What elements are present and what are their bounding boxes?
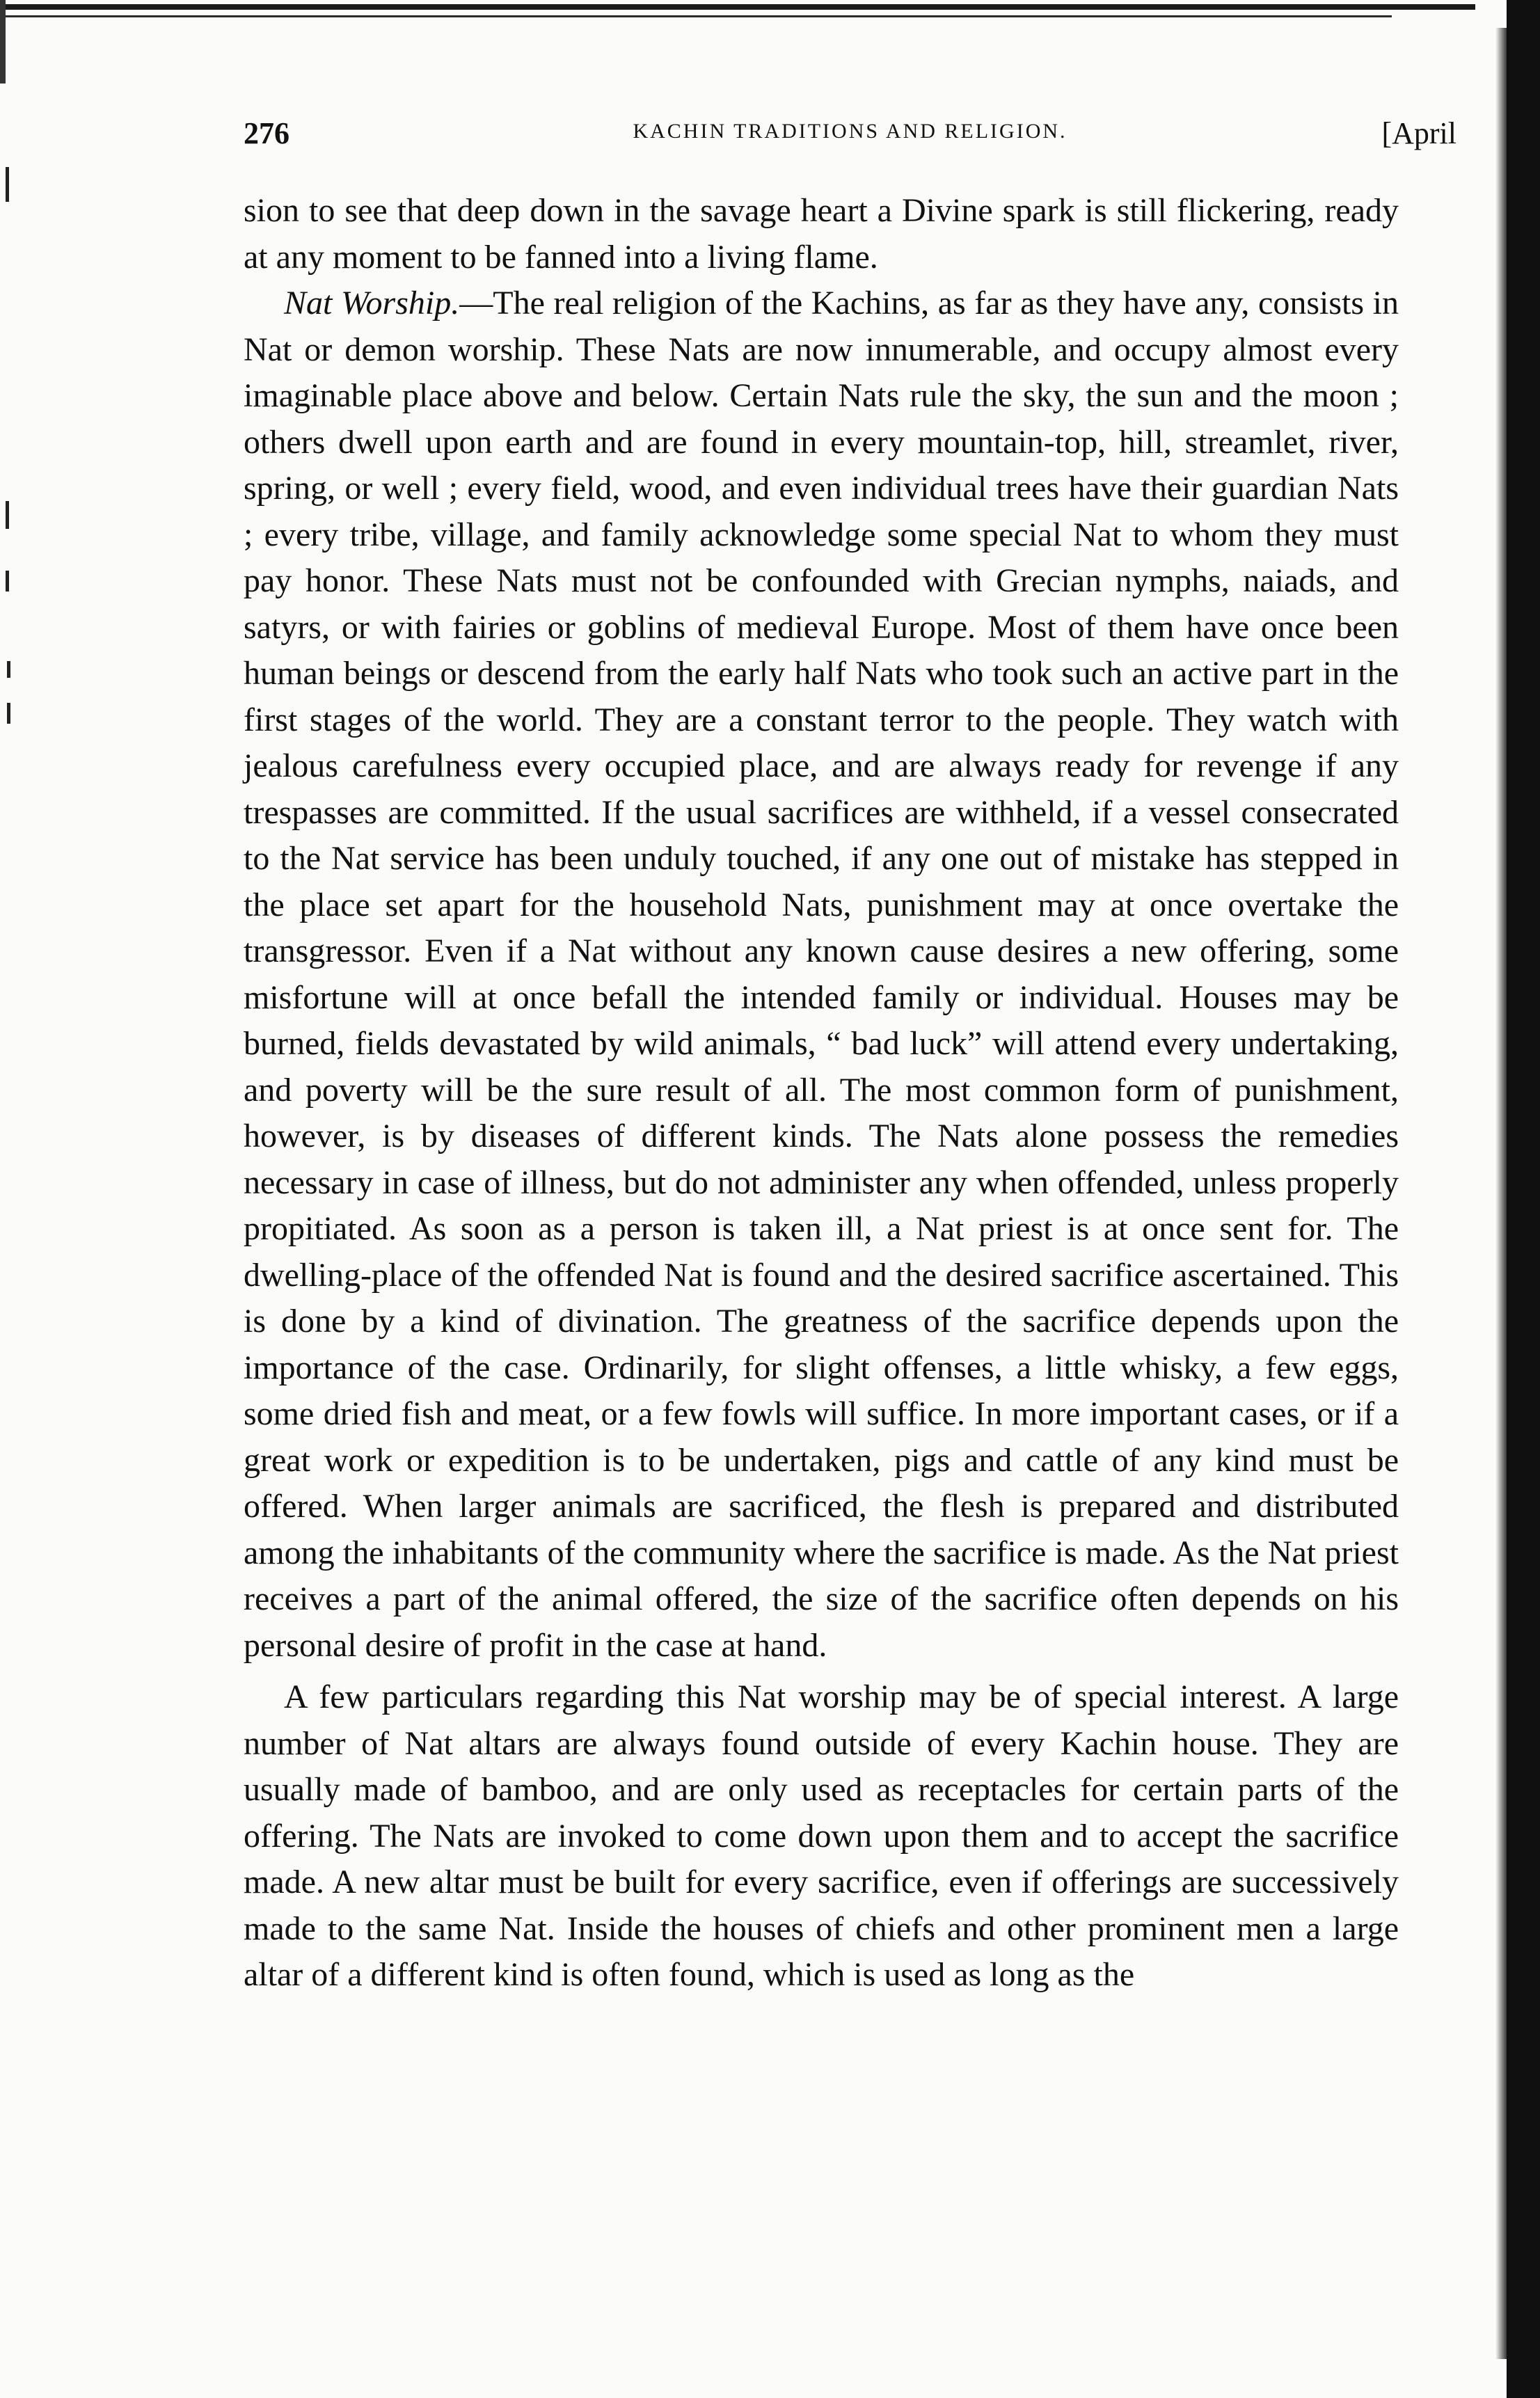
margin-speck xyxy=(6,501,9,529)
page-edge-binding xyxy=(1507,0,1540,2398)
running-date-fragment: [April xyxy=(1381,116,1456,150)
binding-shadow xyxy=(1495,28,1507,2359)
left-border-rule xyxy=(0,0,6,84)
margin-speck xyxy=(7,661,10,678)
paragraph-nat-worship xyxy=(244,280,1399,1669)
margin-speck xyxy=(7,703,10,724)
running-header xyxy=(244,116,1456,157)
paragraph-continuation: sion to see that deep down in the savage heart a Divine spark is still flickering, ready at any moment to be fanned into a living flame. xyxy=(244,192,1399,276)
article-body xyxy=(244,188,1399,1999)
running-title: KACHIN TRADITIONS AND RELIGION. xyxy=(633,120,1067,143)
section-heading: Nat Worship. xyxy=(284,285,460,321)
paragraph-particulars: A few particulars regarding this Nat worship may be of special interest. A large number of Nat altars are always found outside of every Kachin house. They are usually made of bamboo, and are only used as receptacles for certain parts of the offering. The Nats are invoked to come down upon them and to accept the sacrifice made. A new altar must be built for every sacrifice, even if offerings are successively made to the same Nat. Inside the houses of chiefs and other prominent men a large altar of a different kind is often found, which is used as long as the xyxy=(244,1678,1399,1993)
page-number: 276 xyxy=(244,116,289,150)
margin-speck xyxy=(6,167,9,202)
top-border-rule xyxy=(0,4,1475,10)
margin-speck xyxy=(6,571,9,591)
top-border-thin-rule xyxy=(0,15,1392,17)
paragraph-text: —The real religion of the Kachins, as far as they have any, consists in Nat or demon worship. These Nats are now innumerable, and occupy almost every imaginable place above and below. Certain Nats rule the sky, the sun and the moon ; others dwell upon earth and are found in every mountain-top, hill, streamlet, river, spring, or well ; every field, wood, and even individual trees have their guardian Nats ; every tribe, village, and family acknowledge some special Nat to whom they must pay honor. These Nats must not be confounded with Grecian nymphs, naiads, and satyrs, or with fairies or goblins of medieval Europe. Most of them have once been human beings or descend from the early half Nats who took such an active part in the first stages of the world. They are a constant terror to the people. They watch with jealous carefulness every occupied place, and are always ready for revenge if any trespasses are committed. If the usual sacrifices are withheld, if a vessel consecrated to the Nat service has been unduly touched, if any one out of mistake has stepped in the place set apart for the household Nats, punishment may at once overtake the transgressor. Even if a Nat without any known cause desires a new offering, some misfortune will at once befall the intended family or individual. Houses may be burned, fields devastated by wild animals, “ bad luck” will attend every undertaking, and poverty will be the sure result of all. The most common form of punishment, however, is by diseases of different kinds. The Nats alone possess the remedies necessary in case of illness, but do not administer any when offended, unless properly propitiated. As soon as a person is taken ill, a Nat priest is at once sent for. The dwelling-place of the offended Nat is found and the desired sacrifice ascertained. This is done by a kind of divination. The greatness of the sacrifice depends upon the importance of the case. Ordinarily, for slight offenses, a little whisky, a few eggs, some dried fish and meat, or a few fowls will suffice. In more important cases, or if a great work or expedition is to be undertaken, pigs and cattle of any kind must be offered. When larger animals are sacrificed, the flesh is prepared and distributed among the inhabitants of the community where the sacrifice is made. As the Nat priest receives a part of the animal offered, the size of the sacrifice often depends on his personal desire of profit in the case at hand. xyxy=(244,285,1399,1664)
